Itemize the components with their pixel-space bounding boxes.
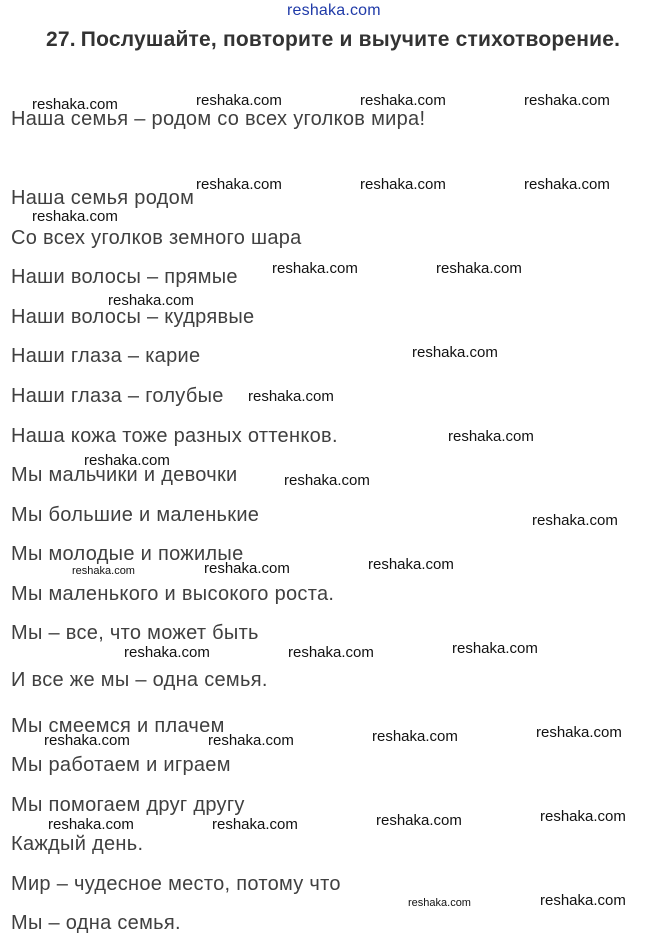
watermark: reshaka.com — [448, 428, 534, 445]
watermark: reshaka.com — [540, 892, 626, 909]
poem-line: Мы большие и маленькие — [11, 504, 260, 526]
poem-line: Мы смеемся и плачем — [11, 715, 225, 737]
watermark: reshaka.com — [412, 344, 498, 361]
poem-line: Мы молодые и пожилые — [11, 543, 244, 565]
watermark: reshaka.com — [536, 724, 622, 741]
watermark: reshaka.com — [272, 260, 358, 277]
watermark: reshaka.com — [436, 260, 522, 277]
watermark: reshaka.com — [196, 176, 282, 193]
watermark: reshaka.com — [44, 732, 130, 749]
poem-line: Наши глаза – карие — [11, 345, 201, 367]
poem-line: Мы – все, что может быть — [11, 622, 259, 644]
watermark: reshaka.com — [208, 732, 294, 749]
poem-line: Мы помогаем друг другу — [11, 794, 245, 816]
watermark: reshaka.com — [124, 644, 210, 661]
watermark: reshaka.com — [284, 472, 370, 489]
watermark: reshaka.com — [32, 208, 118, 225]
watermark: reshaka.com — [376, 812, 462, 829]
site-watermark-top: reshaka.com — [287, 2, 381, 19]
watermark: reshaka.com — [288, 644, 374, 661]
poem-line: Мы мальчики и девочки — [11, 464, 238, 486]
watermark: reshaka.com — [532, 512, 618, 529]
watermark: reshaka.com — [360, 92, 446, 109]
watermark: reshaka.com — [540, 808, 626, 825]
poem-line: Мир – чудесное место, потому что — [11, 873, 341, 895]
exercise-instruction: Послушайте, повторите и выучите стихотворение. — [80, 28, 621, 51]
watermark: reshaka.com — [84, 452, 170, 469]
poem-line: И все же мы – одна семья. — [11, 669, 268, 691]
poem-line: Мы – одна семья. — [11, 912, 181, 934]
watermark: reshaka.com — [248, 388, 334, 405]
poem-line: Мы маленького и высокого роста. — [11, 583, 335, 605]
watermark: reshaka.com — [212, 816, 298, 833]
watermark: reshaka.com — [524, 92, 610, 109]
exercise-number: 27. — [46, 28, 76, 51]
poem-line: Со всех уголков земного шара — [11, 227, 302, 249]
watermark: reshaka.com — [524, 176, 610, 193]
watermark: reshaka.com — [452, 640, 538, 657]
watermark: reshaka.com — [408, 897, 471, 909]
watermark: reshaka.com — [368, 556, 454, 573]
watermark: reshaka.com — [32, 96, 118, 113]
watermark: reshaka.com — [48, 816, 134, 833]
poem-line: Наша кожа тоже разных оттенков. — [11, 425, 338, 447]
poem-line: Наши глаза – голубые — [11, 385, 224, 407]
watermark: reshaka.com — [204, 560, 290, 577]
poem-line: Мы работаем и играем — [11, 754, 231, 776]
watermark: reshaka.com — [72, 565, 135, 577]
watermark: reshaka.com — [196, 92, 282, 109]
watermark: reshaka.com — [360, 176, 446, 193]
poem-line: Наша семья – родом со всех уголков мира! — [11, 108, 426, 130]
poem-line: Наши волосы – прямые — [11, 266, 238, 288]
watermark: reshaka.com — [372, 728, 458, 745]
exercise-heading — [46, 28, 620, 52]
poem-line: Наша семья родом — [11, 187, 195, 209]
watermark: reshaka.com — [108, 292, 194, 309]
poem-line: Каждый день. — [11, 833, 144, 855]
poem-line: Наши волосы – кудрявые — [11, 306, 255, 328]
